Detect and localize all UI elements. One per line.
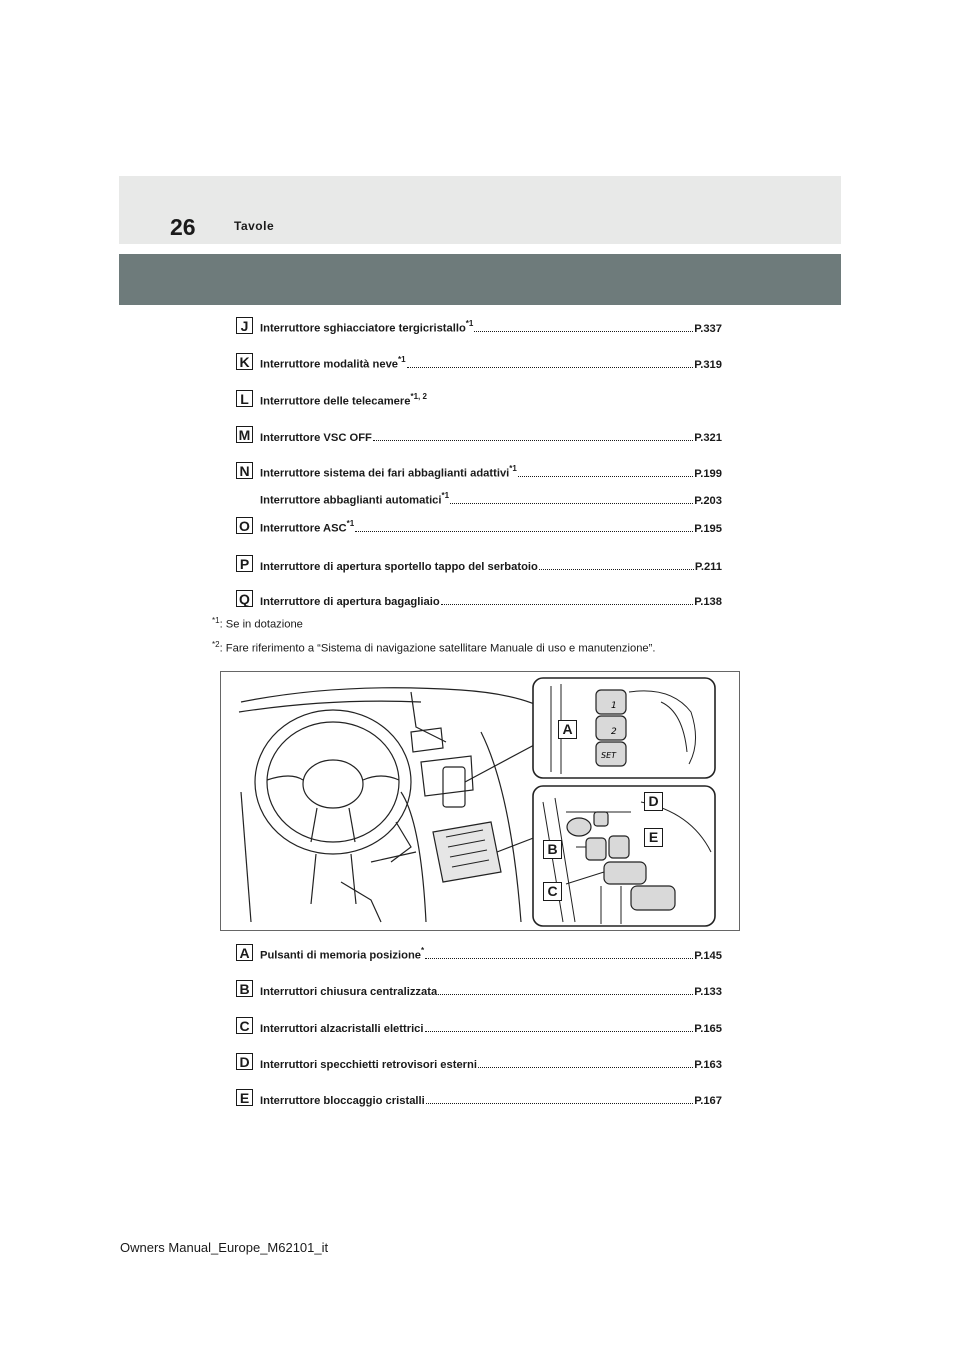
badge-q: Q [236, 590, 253, 607]
callout-d: D [644, 792, 663, 811]
page-reference-link[interactable]: P.145 [694, 950, 722, 962]
footnote-1: $^{*1}$: Se in dotazione [212, 616, 303, 631]
entry-o [236, 515, 722, 535]
entry-label: Interruttore sistema dei fari abbaglianti adattivi$^{*1}$ [260, 465, 517, 480]
entry-label: Interruttore modalità neve$^{*1}$ [260, 356, 406, 371]
badge-b: B [236, 980, 253, 997]
page-reference-link[interactable]: P.163 [694, 1059, 722, 1071]
entry-q [236, 588, 722, 608]
entry-label: Pulsanti di memoria posizione* [260, 947, 425, 962]
entry-j [236, 315, 722, 335]
entry-label: Interruttore ASC$^{*1}$ [260, 520, 355, 535]
entry-k [236, 351, 722, 371]
badge-p: P [236, 555, 253, 572]
entry-label: Interruttori chiusura centralizzata [260, 986, 438, 998]
entry-label: Interruttori alzacristalli elettrici [260, 1023, 424, 1035]
page-reference-link[interactable]: P.199 [694, 468, 722, 480]
page-reference-link[interactable]: P.203 [694, 495, 722, 507]
page-reference-link[interactable]: P.167 [694, 1095, 722, 1107]
page-reference-link[interactable]: P.321 [694, 432, 722, 444]
memory-2-label: 2 [611, 727, 617, 737]
callout-c: C [543, 882, 562, 901]
entry-m [236, 424, 722, 444]
entry-n-sub [236, 487, 722, 507]
page-reference-link[interactable]: P.138 [694, 596, 722, 608]
entry-label: Interruttori specchietti retrovisori esterni [260, 1059, 477, 1071]
entry-label: Interruttore VSC OFF [260, 432, 372, 444]
badge-o: O [236, 517, 253, 534]
badge-k: K [236, 353, 253, 370]
entry-c [236, 1015, 722, 1035]
dashboard-illustration [220, 671, 740, 931]
page-reference-link[interactable]: P.133 [694, 986, 722, 998]
header-band [119, 176, 841, 244]
section-title: Tavole [234, 219, 275, 233]
callout-b: B [543, 840, 562, 859]
badge-j: J [236, 317, 253, 334]
entry-label: Interruttore di apertura bagagliaio [260, 596, 440, 608]
entry-d [236, 1051, 722, 1071]
page-reference-link[interactable]: P.319 [694, 359, 722, 371]
footnote-2: $^{*2}$: Fare riferimento a “Sistema di navigazione satellitare Manuale di uso e manutenzione”. [212, 640, 656, 655]
badge-l: L [236, 390, 253, 407]
entry-b [236, 978, 722, 998]
entry-n [236, 460, 722, 480]
page-number: 26 [170, 214, 196, 240]
badge-e: E [236, 1089, 253, 1106]
page-reference-link[interactable]: P.195 [694, 523, 722, 535]
entry-label: Interruttore abbaglianti automatici$^{*1}$ [260, 492, 450, 507]
badge-a: A [236, 944, 253, 961]
page-reference-link[interactable]: P.337 [694, 323, 722, 335]
title-bar [119, 254, 841, 305]
entry-label: Interruttore di apertura sportello tappo del serbatoio [260, 561, 538, 573]
badge-n: N [236, 462, 253, 479]
footer-doc-id: Owners Manual_Europe_M62101_it [120, 1240, 329, 1255]
entry-p [236, 553, 722, 573]
entry-a [236, 942, 722, 962]
entry-label: Interruttore delle telecamere$^{*1, 2}$ [260, 393, 427, 408]
entry-label: Interruttore sghiacciatore tergicristallo$^{*1}$ [260, 320, 474, 335]
memory-set-label: SET [601, 751, 617, 760]
callout-e: E [644, 828, 663, 847]
callout-a: A [558, 720, 577, 739]
entry-l [236, 388, 722, 408]
entry-e [236, 1087, 722, 1107]
page-reference-link[interactable]: P.211 [694, 561, 722, 573]
badge-d: D [236, 1053, 253, 1070]
entry-label: Interruttore bloccaggio cristalli [260, 1095, 425, 1107]
page-reference-link[interactable]: P.165 [694, 1023, 722, 1035]
badge-c: C [236, 1017, 253, 1034]
memory-1-label: 1 [611, 701, 617, 711]
badge-m: M [236, 426, 253, 443]
